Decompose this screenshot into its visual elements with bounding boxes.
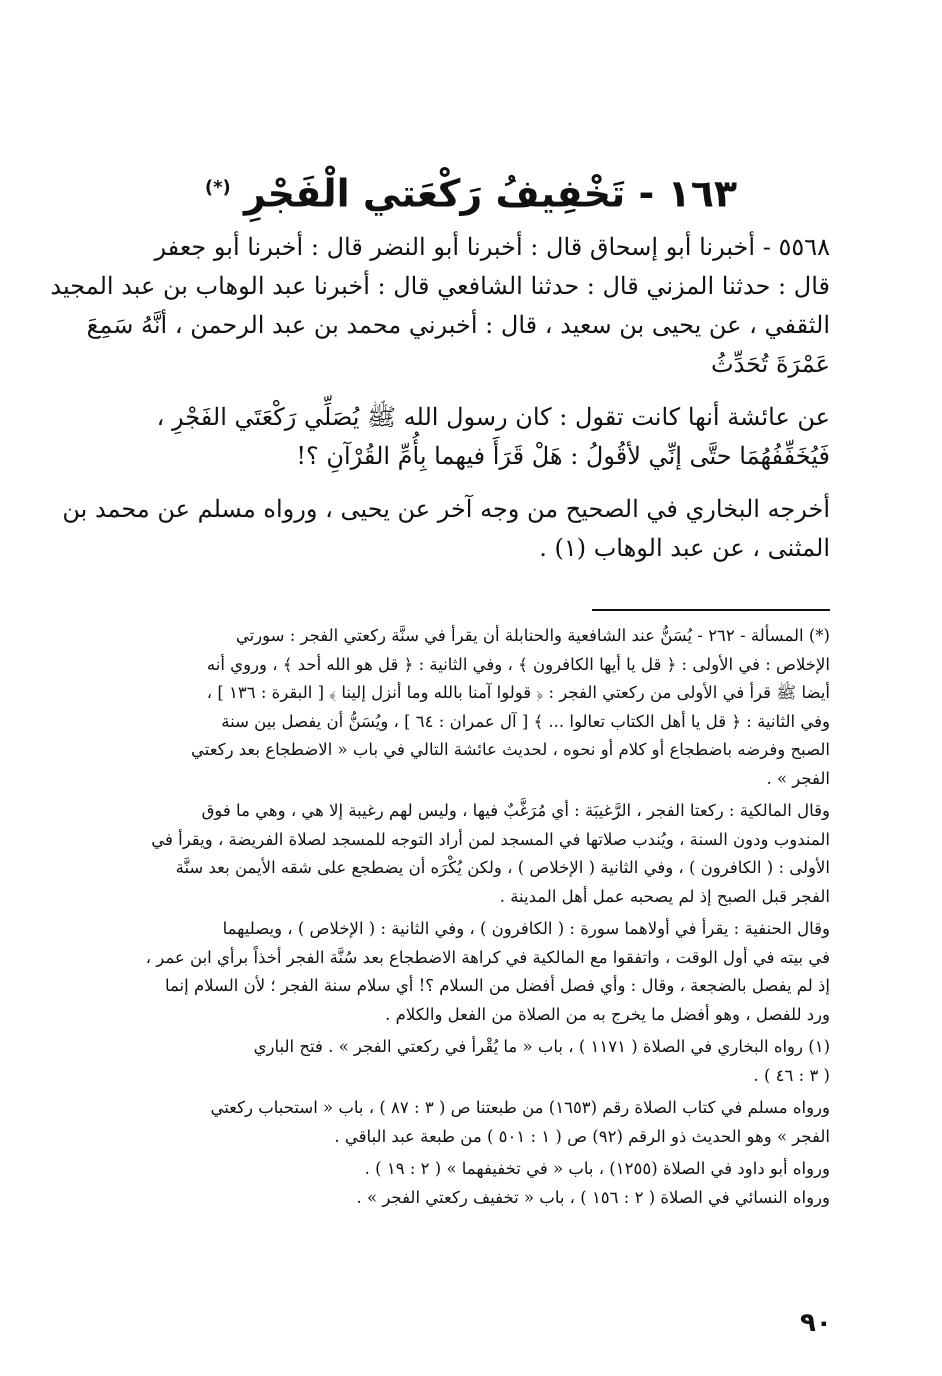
footnote-nasai xyxy=(112,1184,830,1213)
hadith-isnad-paragraph xyxy=(50,228,830,384)
footnote-divider xyxy=(592,609,830,611)
footnote-1 xyxy=(112,1033,830,1090)
footnote-line: وفي الثانية : ﴿ قل يا أهل الكتاب تعالوا ... ﴾ [ آل عمران : ٦٤ ] ، ويُسَنُّ أن يفصل بين سنة xyxy=(221,711,830,731)
text-line: الثقفي ، عن يحيى بن سعيد ، قال : أخبرني محمد بن عبد الرحمن ، أنَّهُ سَمِعَ xyxy=(86,311,830,339)
footnote-line: ( ٣ : ٤٦ ) . xyxy=(753,1065,830,1085)
footnote-line: المندوب ودون السنة ، ويُندب صلاتها في المسجد لمن أراد التوجه للمسجد لصلاة الفريضة ، ويقرأ في xyxy=(151,829,830,849)
footnotes-section xyxy=(112,622,830,1212)
chapter-footnote-marker: (*) xyxy=(204,177,231,198)
text-line: المثنى ، عن عبد الوهاب (١) . xyxy=(539,534,830,562)
text-line: أخرجه البخاري في الصحيح من وجه آخر عن يحيى ، ورواه مسلم عن محمد بن xyxy=(62,495,830,523)
hadith-takhrij-paragraph xyxy=(62,490,830,568)
text-line: عَمْرَةَ تُحَدِّثُ xyxy=(710,350,830,378)
chapter-title-text: ١٦٣ - تَخْفِيفُ رَكْعَتي الْفَجْرِ xyxy=(244,171,738,216)
footnote-line: ورواه أبو داود في الصلاة (١٢٥٥) ، باب « في تخفيفهما » ( ٢ : ١٩ ) . xyxy=(364,1159,830,1178)
footnote-line: الصبح وفرضه باضطجاع أو كلام أو نحوه ، لحديث عائشة التالي في باب « الاضطجاع بعد ركعتي xyxy=(191,740,830,759)
footnote-line: (١) رواه البخاري في الصلاة ( ١١٧١ ) ، باب « ما يُقْرأ في ركعتي الفجر » . فتح الباري xyxy=(253,1037,830,1056)
footnote-line: أيضا ﷺ قرأ في الأولى من ركعتي الفجر : ﴿ قولوا آمنا بالله وما أنزل إلينا ﴾ [ البقرة : ١٣٦ ] ، xyxy=(206,683,830,702)
footnote-line: الفجر » . xyxy=(766,768,830,788)
footnote-line: الإخلاص : في الأولى : ﴿ قل يا أيها الكافرون ﴾ ، وفي الثانية : ﴿ قل هو الله أحد ﴾ ، وروي أنه xyxy=(206,654,830,674)
hadith-text xyxy=(50,228,830,582)
footnote-hanafi xyxy=(112,915,830,1029)
footnote-line: الفجر » وهو الحديث ذو الرقم (٩٢) ص ( ١ : ٥٠١ ) من طبعة عبد الباقي . xyxy=(334,1126,830,1146)
footnote-line: الأولى : ( الكافرون ) ، وفي الثانية ( الإخلاص ) ، ولكن يُكْرَه أن يضطجع على شقه الأيمن بعد سنَّة xyxy=(175,858,830,877)
page-number: ٩٠ xyxy=(800,1308,832,1338)
footnote-line: الفجر قبل الصبح إذ لم يصحبه عمل أهل المدينة . xyxy=(499,886,830,906)
footnote-line: ورد للفصل ، وهو أفضل ما يخرج به من الصلاة من الفعل والكلام . xyxy=(385,1004,830,1024)
text-line: ٥٥٦٨ - أخبرنا أبو إسحاق قال : أخبرنا أبو النضر قال : أخبرنا أبو جعفر xyxy=(154,233,830,261)
footnote-muslim xyxy=(112,1094,830,1151)
footnote-maliki xyxy=(112,797,830,911)
footnote-line: (*) المسألة - ٢٦٢ - يُسَنُّ عند الشافعية والحنابلة أن يقرأ في سنَّة ركعتي الفجر : سورتي xyxy=(235,626,830,645)
footnote-line: ورواه مسلم في كتاب الصلاة رقم (١٦٥٣) من طبعتنا ص ( ٣ : ٨٧ ) ، باب « استحباب ركعتي xyxy=(210,1098,830,1117)
text-line: عن عائشة أنها كانت تقول : كان رسول الله ﷺ يُصَلِّي رَكْعَتَي الفَجْرِ ، xyxy=(156,403,830,431)
footnote-star xyxy=(112,622,830,793)
footnote-line: إذ لم يفصل بالضجعة ، وقال : وأي فصل أفضل من السلام ؟! أي سلام سنة الفجر ؛ لأن السلام إنما xyxy=(164,976,830,995)
footnote-line: وقال الحنفية : يقرأ في أولاهما سورة : ( الكافرون ) ، وفي الثانية : ( الإخلاص ) ، ويصليهما xyxy=(222,919,830,938)
text-line: قال : حدثنا المزني قال : حدثنا الشافعي قال : أخبرنا عبد الوهاب بن عبد المجيد xyxy=(50,272,830,300)
chapter-heading xyxy=(100,160,842,222)
footnote-line: ورواه النسائي في الصلاة ( ٢ : ١٥٦ ) ، باب « تخفيف ركعتي الفجر » . xyxy=(356,1187,830,1207)
footnote-abu-dawud xyxy=(112,1155,830,1184)
footnote-line: وقال المالكية : ركعتا الفجر ، الرَّغيبَة : أي مُرَغَّبٌ فيها ، وليس لهم رغيبة إلا هي ، وهي ما فوق xyxy=(201,801,830,820)
footnote-line: في بيته في أول الوقت ، واتفقوا مع المالكية في كراهة الاضطجاع بعد سُنَّة الفجر أخذاً برأي ابن عمر ، xyxy=(145,947,830,967)
hadith-matn-paragraph xyxy=(118,398,830,476)
text-line: فَيُخَفِّفُهُمَا حتَّى إنِّي لأقُولُ : هَلْ قَرَأَ فيهما بِأُمِّ القُرْآنِ ؟! xyxy=(296,442,830,470)
